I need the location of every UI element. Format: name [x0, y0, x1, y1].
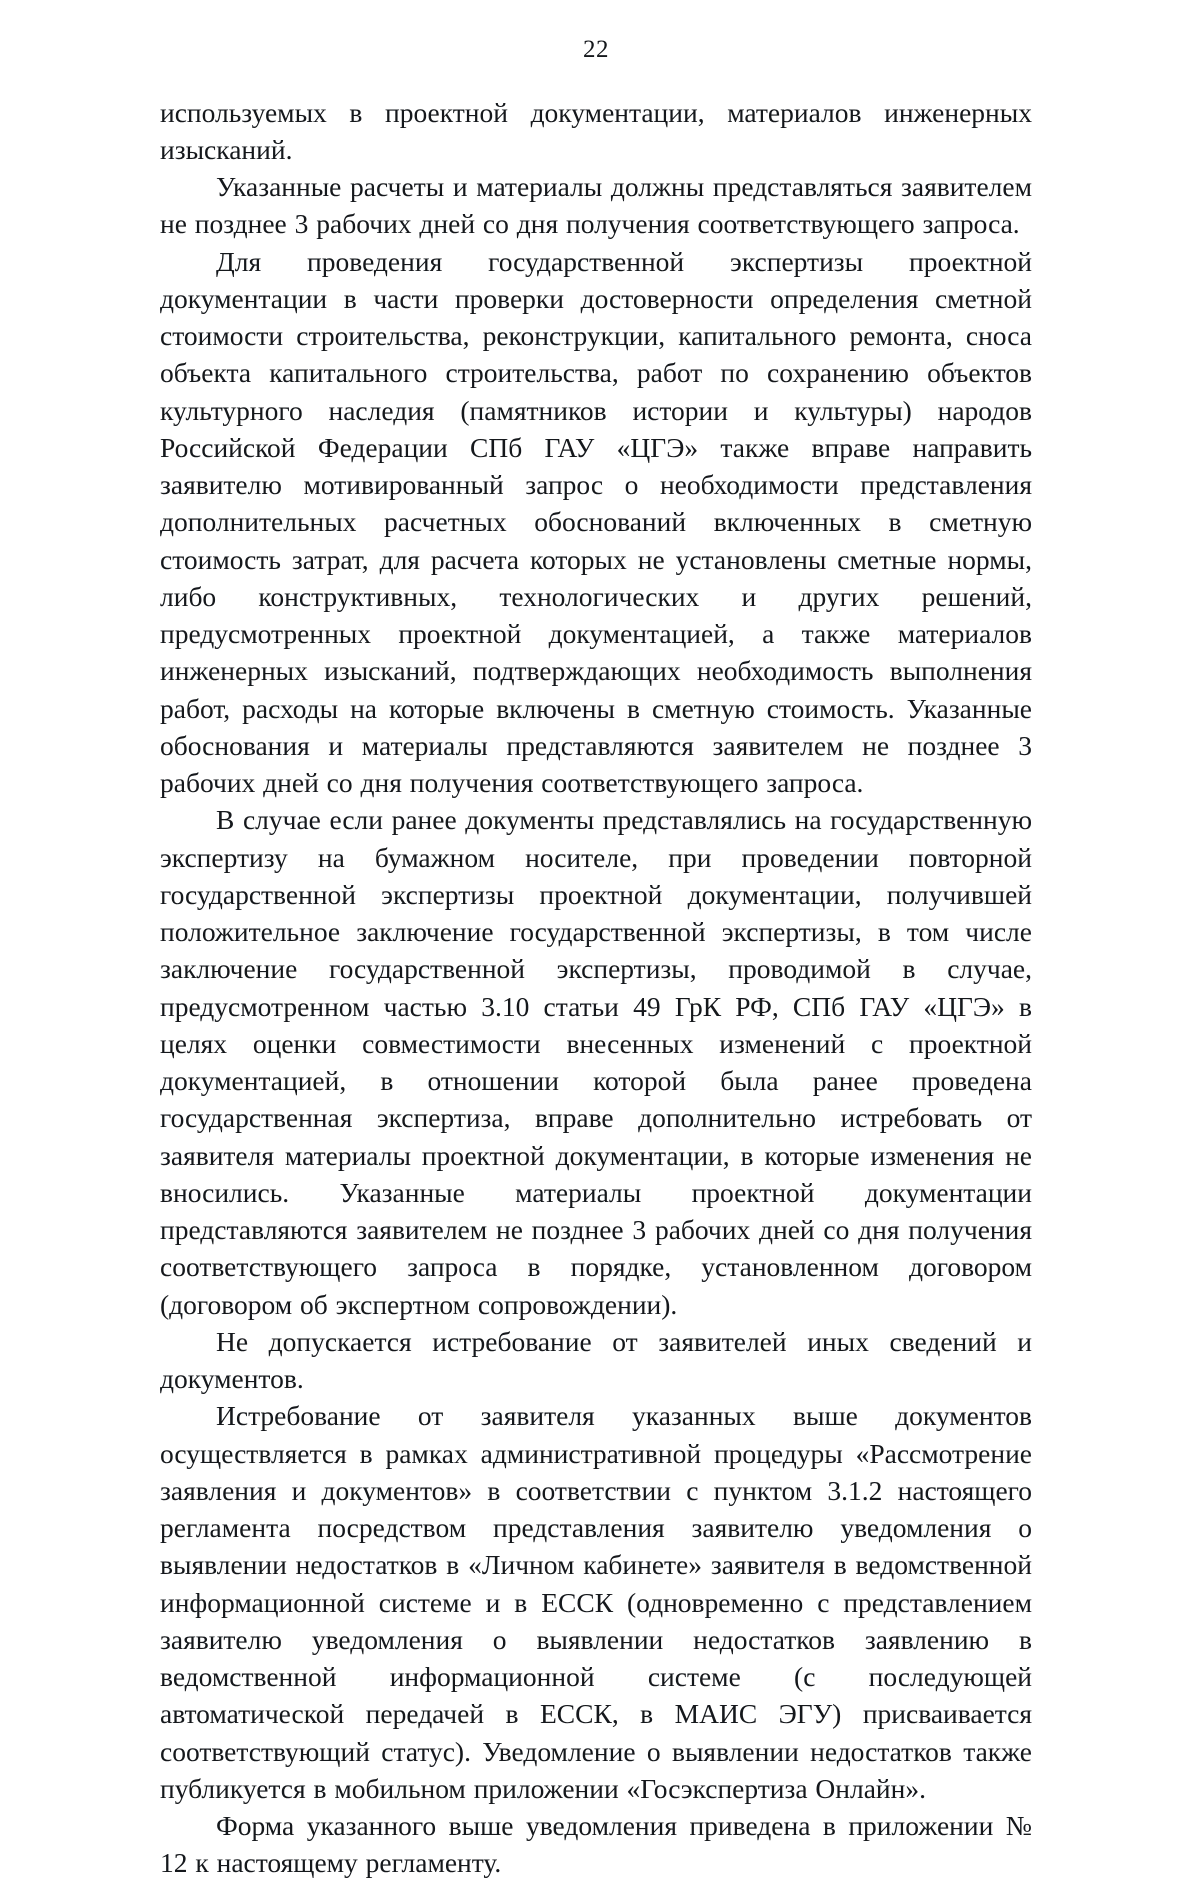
paragraph: Не допускается истребование от заявителей иных сведений и документов.: [160, 1325, 1032, 1394]
paragraph: Форма указанного выше уведомления приведена в приложении № 12 к настоящему регламенту.: [160, 1810, 1032, 1879]
paragraph: Указанные расчеты и материалы должны представляться заявителем не позднее 3 рабочих дней со дня получения соответствующего запроса.: [160, 171, 1032, 240]
document-body: [160, 94, 1032, 1882]
paragraph: Истребование от заявителя указанных выше документов осуществляется в рамках административной процедуры «Рассмотрение заявления и документов» в соответствии с пунктом 3.1.2 настоящего регламента посредством представления заявителю уведомления о выявлении недостатков в «Личном кабинете» заявителя в ведомственной информационной системе и в ЕССК (одновременно с представлением заявителю уведомления о выявлении недостатков заявлению в ведомственной информационной системе (с последующей автоматической передачей в ЕССК, в МАИС ЭГУ) присваивается соответствующий статус). Уведомление о выявлении недостатков также публикуется в мобильном приложении «Госэкспертиза Онлайн».: [160, 1400, 1032, 1804]
paragraph: Для проведения государственной экспертизы проектной документации в части проверки достоверности определения сметной стоимости строительства, реконструкции, капитального ремонта, сноса объекта капитального строительства, работ по сохранению объектов культурного наследия (памятников истории и культуры) народов Российской Федерации СПб ГАУ «ЦГЭ» также вправе направить заявителю мотивированный запрос о необходимости представления дополнительных расчетных обоснований включенных в сметную стоимость затрат, для расчета которых не установлены сметные нормы, либо конструктивных, технологических и других решений, предусмотренных проектной документацией, а также материалов инженерных изысканий, подтверждающих необходимость выполнения работ, расходы на которые включены в сметную стоимость. Указанные обоснования и материалы представляются заявителем не позднее 3 рабочих дней со дня получения соответствующего запроса.: [160, 245, 1032, 798]
page-number: 22: [583, 36, 609, 63]
paragraph: В случае если ранее документы представлялись на государственную экспертизу на бумажном носителе, при проведении повторной государственной экспертизы проектной документации, получившей положительное заключение государственной экспертизы, в том числе заключение государственной экспертизы, проводимой в случае, предусмотренном частью 3.10 статьи 49 ГрК РФ, СПб ГАУ «ЦГЭ» в целях оценки совместимости внесенных изменений с проектной документацией, в отношении которой была ранее проведена государственная экспертиза, вправе дополнительно истребовать от заявителя материалы проектной документации, в которые изменения не вносились. Указанные материалы проектной документации представляются заявителем не позднее 3 рабочих дней со дня получения соответствующего запроса в порядке, установленном договором (договором об экспертном сопровождении).: [160, 804, 1032, 1320]
paragraph: используемых в проектной документации, материалов инженерных изысканий.: [160, 96, 1032, 165]
